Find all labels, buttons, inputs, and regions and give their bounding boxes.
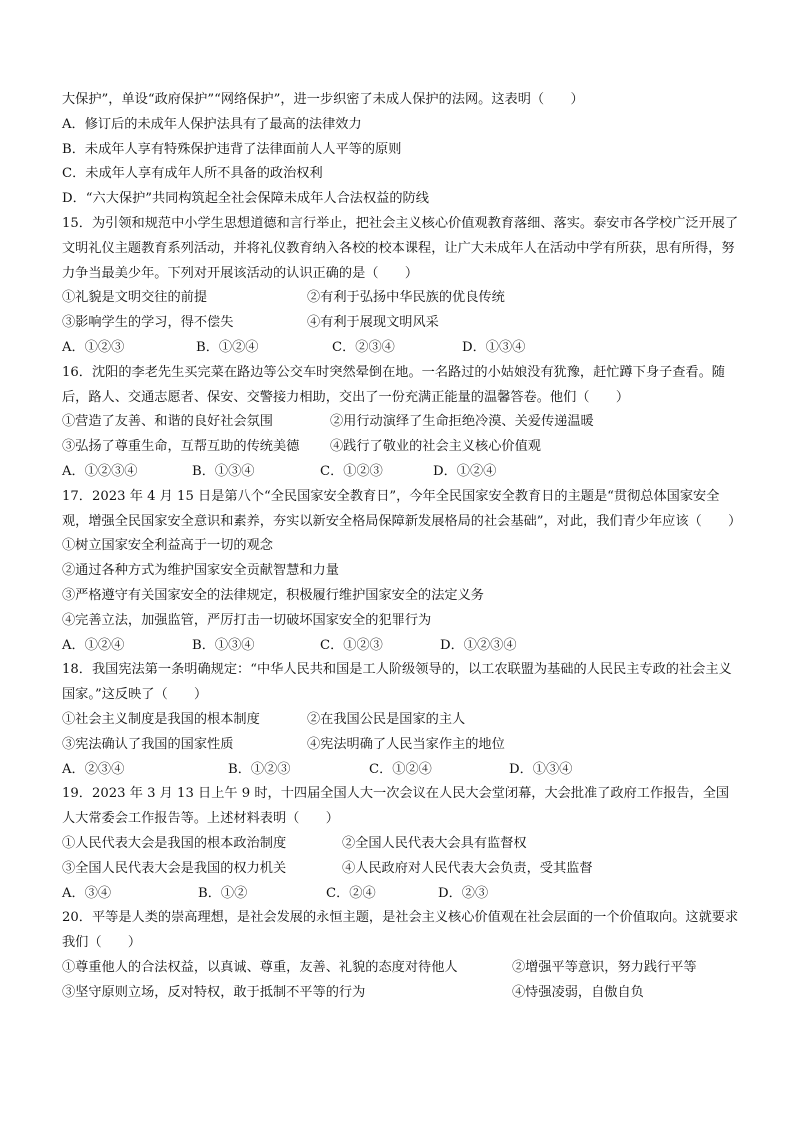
- q15-items-row2: [62, 311, 742, 336]
- q15-choice-d: D．①③④: [462, 339, 526, 355]
- q16-items-row1: [62, 410, 742, 435]
- q18-stem: 18．我国宪法第一条明确规定：“中华人民共和国是工人阶级领导的，以工农联盟为基础的人民民主专政的社会主义国家。”这反映了（ ）: [62, 662, 732, 703]
- q18-item-1: ①社会主义制度是我国的根本制度: [62, 711, 260, 727]
- q16-items-row2: [62, 435, 742, 460]
- q19-item-4: ④人民政府对人民代表大会负责，受其监督: [342, 860, 593, 876]
- q16-item-3: ③弘扬了尊重生命，互帮互助的传统美德: [62, 439, 300, 455]
- q17-item-1: ①树立国家安全利益高于一切的观念: [62, 538, 273, 554]
- q18-item-2: ②在我国公民是国家的主人: [307, 711, 466, 727]
- q16-choice-a: A．①②③④: [62, 463, 138, 479]
- q16-item-1: ①营造了友善、和谐的良好社会氛围: [62, 414, 273, 430]
- q19-item-1: ①人民代表大会是我国的根本政治制度: [62, 835, 287, 851]
- q16-choice-b: B．①③④: [192, 463, 255, 479]
- q17-choice-d: D．①②③④: [440, 637, 517, 653]
- q18-choice-d: D．①③④: [509, 761, 573, 777]
- q19-choice-b: B．①②: [198, 885, 248, 901]
- q19-items-row1: [62, 832, 742, 857]
- q19-choices: [62, 882, 742, 907]
- q18-choices: [62, 758, 742, 783]
- q19-choice-d: D．②③: [438, 885, 489, 901]
- q14-option-a: A．修订后的未成年人保护法具有了最高的法律效力: [62, 116, 362, 132]
- q17-item-3: ③严格遵守有关国家安全的法律规定，积极履行维护国家安全的法定义务: [62, 587, 484, 603]
- q18-choice-c: C．①②④: [369, 761, 432, 777]
- q19-item-2: ②全国人民代表大会具有监督权: [342, 835, 527, 851]
- q14-stem-tail: 大保护”，单设“政府保护”“网络保护”，进一步织密了未成人保护的法网。这表明（ ）: [62, 92, 584, 107]
- q18-choice-a: A．②③④: [62, 761, 125, 777]
- q15-item-1: ①礼貌是文明交往的前提: [62, 290, 208, 306]
- q16-item-2: ②用行动演绎了生命拒绝冷漠、关爱传递温暖: [330, 414, 594, 430]
- q20-items-row2: [62, 981, 742, 1006]
- q20-stem: 20．平等是人类的崇高理想，是社会发展的永恒主题，是社会主义核心价值观在社会层面的一个价值取向。这就要求我们（ ）: [62, 910, 739, 951]
- q15-item-3: ③影响学生的学习，得不偿失: [62, 315, 234, 331]
- q16-choice-d: D．①②④: [433, 463, 497, 479]
- q15-item-2: ②有利于弘扬中华民族的优良传统: [307, 290, 505, 306]
- q14-option-c: C．未成年人享有成年人所不具备的政治权利: [62, 166, 323, 182]
- q18-items-row2: [62, 733, 742, 758]
- q15-stem: 15．为引领和规范中小学生思想道德和言行举止，把社会主义核心价值观教育落细、落实。泰安市各学校广泛开展了文明礼仪主题教育系列活动，并将礼仪教育纳入各校的校本课程，让广大未成年人在活动中学有所获，思有所得，努力争当最美少年。下列对开展该活动的认识正确的是（ ）: [62, 215, 739, 281]
- q18-item-4: ④宪法明确了人民当家作主的地位: [307, 736, 505, 752]
- q15-choice-a: A．①②③: [62, 339, 125, 355]
- q17-item-2: ②通过各种方式为维护国家安全贡献智慧和力量: [62, 563, 339, 579]
- q17-choice-a: A．①②④: [62, 637, 125, 653]
- q16-choices: [62, 460, 742, 485]
- q20-item-1: ①尊重他人的合法权益，以真诚、尊重，友善、礼貌的态度对待他人: [62, 959, 458, 975]
- q19-item-3: ③全国人民代表大会是我国的权力机关: [62, 860, 287, 876]
- q16-stem: 16．沈阳的李老先生买完菜在路边等公交车时突然晕倒在地。一名路过的小姑娘没有犹豫，赶忙蹲下身子查看。随后，路人、交通志愿者、保安、交警接力相助，交出了一份充满正能量的温馨答卷。他们（ ）: [62, 364, 725, 405]
- q18-items-row1: [62, 708, 742, 733]
- q14-option-d: D．“六大保护”共同构筑起全社会保障未成年人合法权益的防线: [62, 191, 429, 207]
- question-content: [62, 88, 742, 1005]
- q20-items-row1: [62, 956, 742, 981]
- q17-stem: 17．2023 年 4 月 15 日是第八个“全民国家安全教育日”，今年全民国家安全教育日的主题是“贯彻总体国家安全观，增强全民国家安全意识和素养，夯实以新安全格局保障新发展格局的社会基础”，对此，我们青少年应该（ ）: [62, 488, 742, 529]
- q19-stem: 19．2023 年 3 月 13 日上午 9 时，十四届全国人大一次会议在人民大会堂闭幕，大会批准了政府工作报告，全国人大常委会工作报告等。上述材料表明（ ）: [62, 786, 730, 827]
- q17-choices: [62, 634, 742, 659]
- q20-item-2: ②增强平等意识，努力践行平等: [512, 959, 697, 975]
- q19-choice-c: C．②④: [326, 885, 376, 901]
- q20-item-3: ③坚守原则立场，反对特权，敢于抵制不平等的行为: [62, 984, 366, 1000]
- q19-choice-a: A．③④: [62, 885, 112, 901]
- q15-choice-b: B．①②④: [196, 339, 259, 355]
- q16-item-4: ④践行了敬业的社会主义核心价值观: [330, 439, 541, 455]
- q15-choice-c: C．②③④: [332, 339, 395, 355]
- q20-item-4: ④恃强凌弱，自傲自负: [512, 984, 644, 1000]
- q18-item-3: ③宪法确认了我国的国家性质: [62, 736, 234, 752]
- q16-choice-c: C．①②③: [320, 463, 383, 479]
- q15-choices: [62, 336, 742, 361]
- q18-choice-b: B．①②③: [228, 761, 291, 777]
- q19-items-row2: [62, 857, 742, 882]
- q17-item-4: ④完善立法，加强监管，严厉打击一切破坏国家安全的犯罪行为: [62, 612, 432, 628]
- q17-choice-c: C．①②③: [320, 637, 383, 653]
- q14-option-b: B．未成年人享有特殊保护违背了法律面前人人平等的原则: [62, 141, 402, 157]
- q17-choice-b: B．①③④: [192, 637, 255, 653]
- q15-items-row1: [62, 286, 742, 311]
- q15-item-4: ④有利于展现文明风采: [307, 315, 439, 331]
